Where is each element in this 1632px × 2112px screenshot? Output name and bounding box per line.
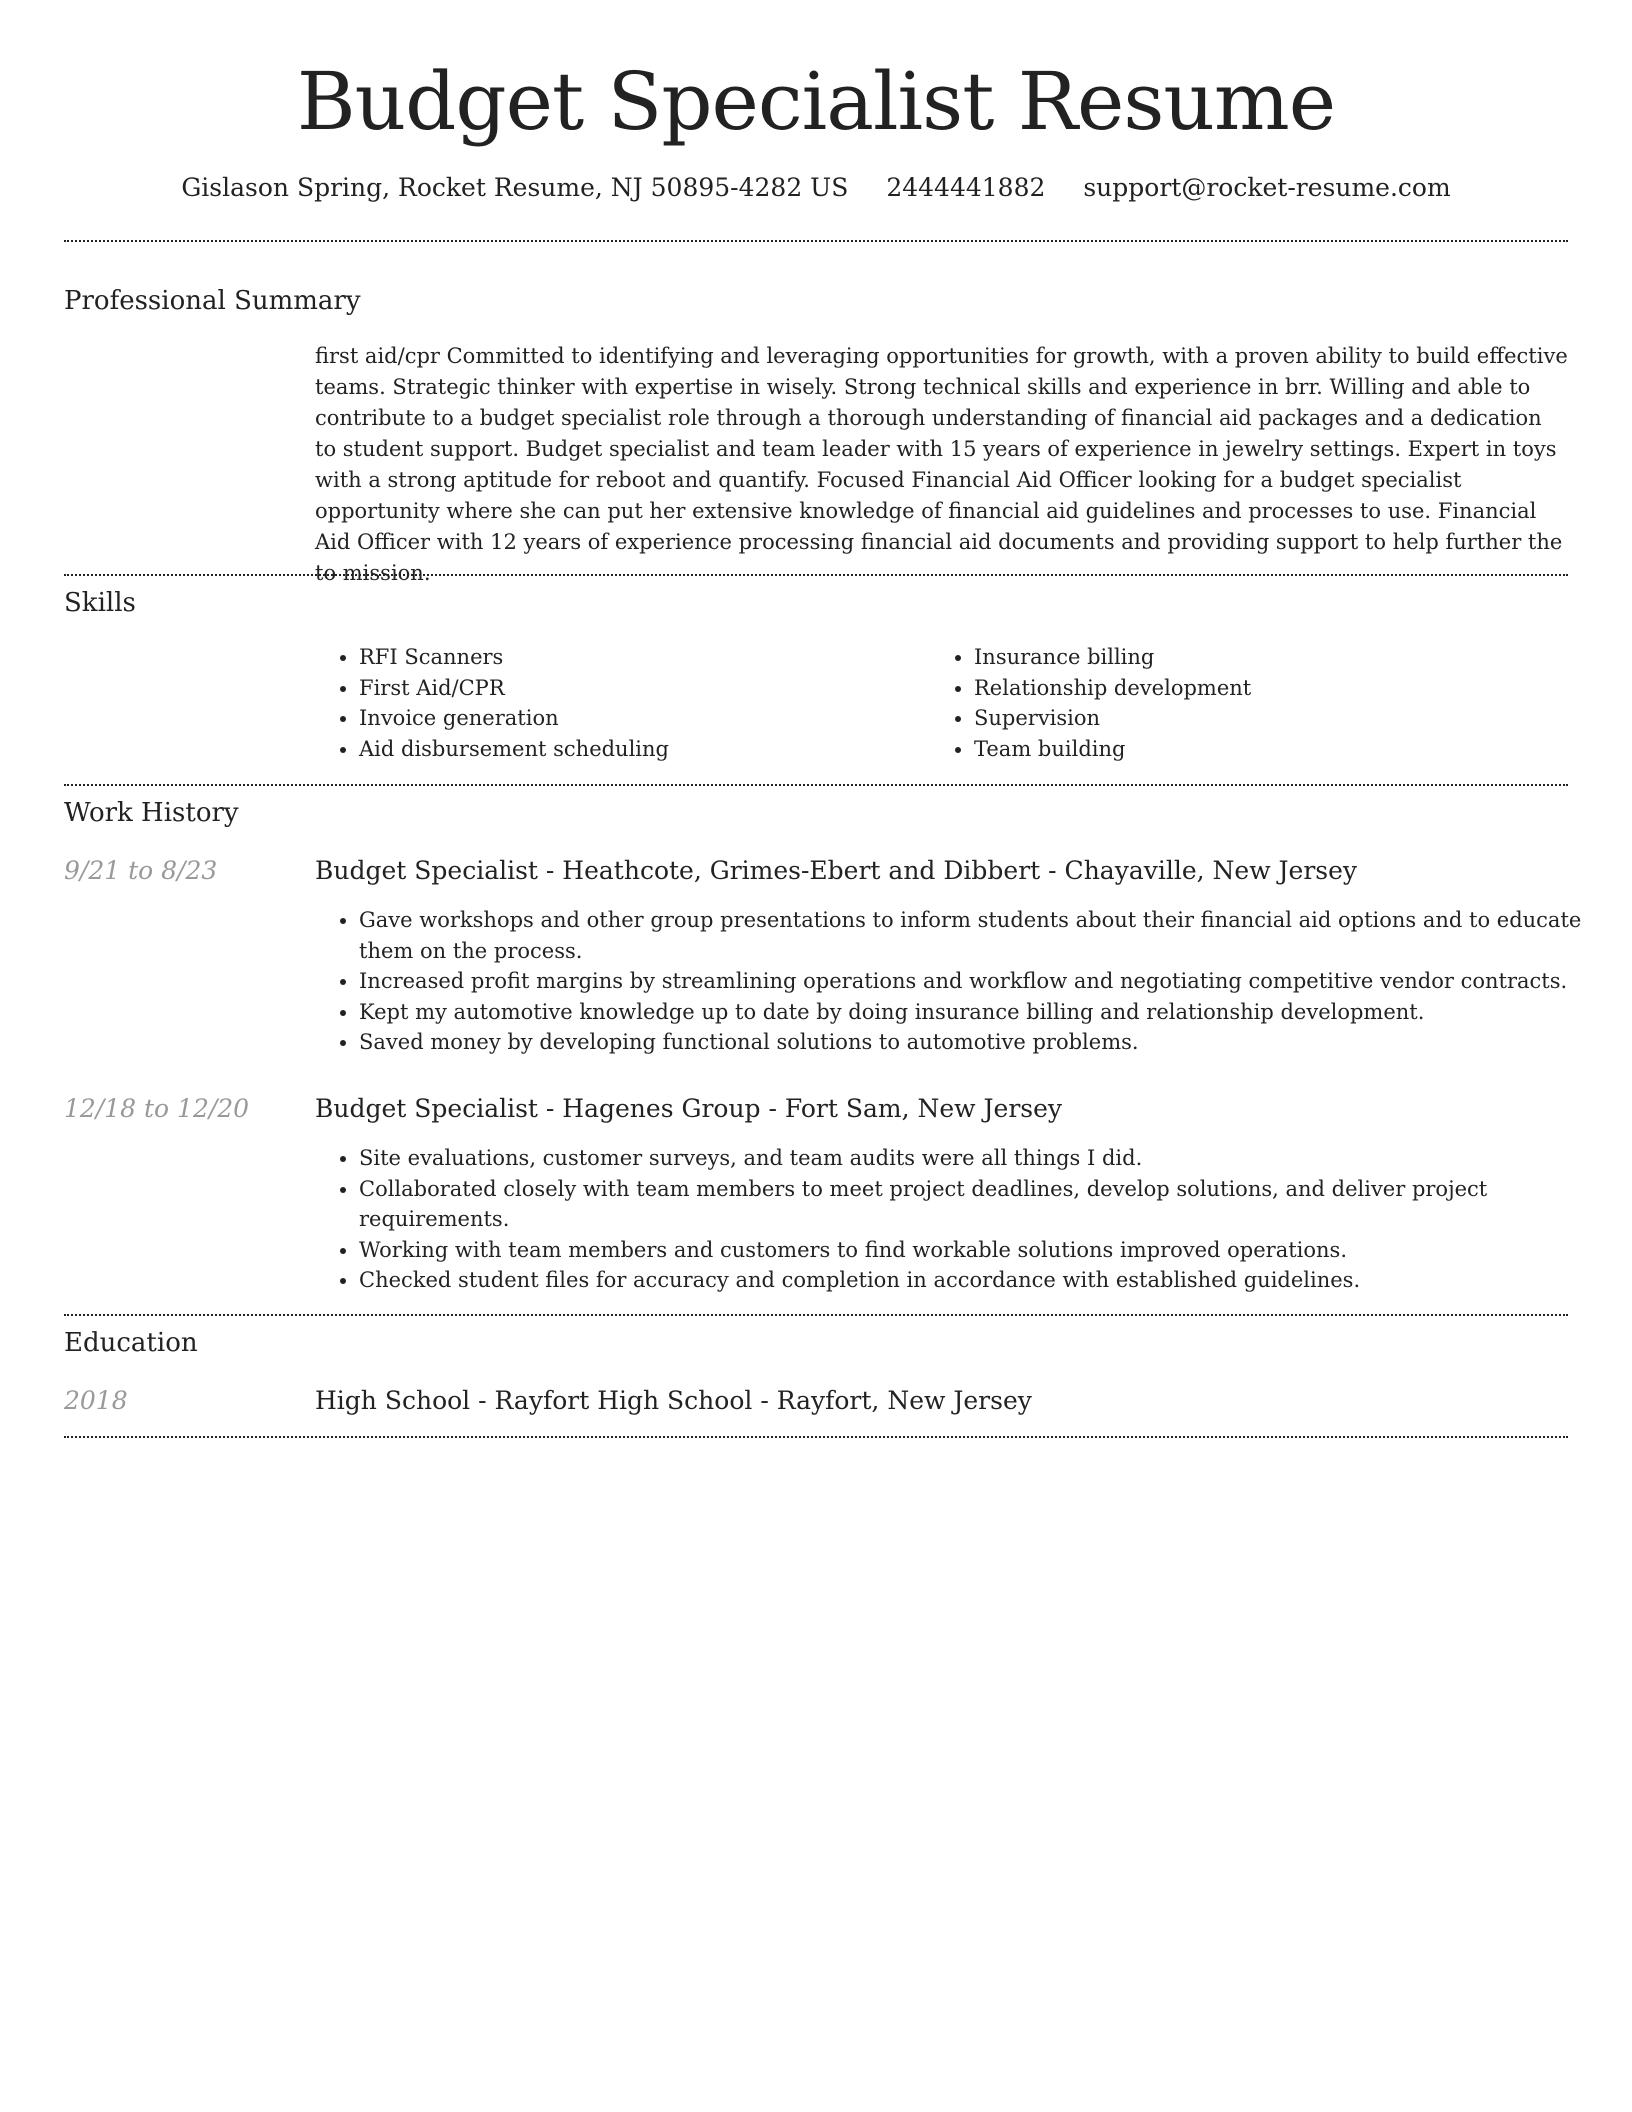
job-bullet: • Gave workshops and other group presentations to inform students about their financial aid options and to educate them on the process. — [359, 905, 1612, 966]
job-title: Budget Specialist - Hagenes Group - Fort Sam, New Jersey — [315, 1094, 1063, 1123]
job-bullet: • Collaborated closely with team members to meet project deadlines, develop solutions, and deliver project requirements. — [359, 1174, 1612, 1235]
skill-item: • Insurance billing — [974, 642, 1574, 673]
job-bullets — [315, 1143, 1612, 1296]
job-bullet: • Increased profit margins by streamlining operations and workflow and negotiating competitive vendor contracts. — [359, 966, 1612, 997]
education-date: 2018 — [64, 1386, 128, 1415]
contact-line — [0, 170, 1632, 206]
divider — [64, 784, 1568, 786]
skill-item: • First Aid/CPR — [359, 673, 939, 704]
summary-text: first aid/cpr Committed to identifying and leveraging opportunities for growth, with a proven ability to build effective teams. Strategic thinker with expertise in wisely. Strong technical skills and experience in brr. Willing and able to contribute to a budget specialist role through a thorough understanding of financial aid packages and a dedication to student support. Budget specialist and team leader with 15 years of experience in jewelry settings. Expert in toys with a strong aptitude for reboot and quantify. Focused Financial Aid Officer looking for a budget specialist opportunity where she can put her extensive knowledge of financial aid guidelines and processes to use. Financial Aid Officer with 12 years of experience processing financial aid documents and providing support to help further the to mission. — [315, 344, 1568, 585]
work-heading: Work History — [64, 798, 239, 828]
divider — [64, 574, 1568, 576]
summary-heading: Professional Summary — [64, 286, 361, 316]
job-date: 9/21 to 8/23 — [64, 856, 218, 885]
job-bullet: • Kept my automotive knowledge up to date by doing insurance billing and relationship development. — [359, 997, 1612, 1028]
divider — [64, 240, 1568, 242]
job-bullets — [315, 905, 1612, 1058]
skill-item: • Team building — [974, 734, 1574, 765]
skill-item: • Invoice generation — [359, 703, 939, 734]
skills-list-right — [930, 642, 1574, 764]
education-heading: Education — [64, 1328, 198, 1358]
job-title: Budget Specialist - Heathcote, Grimes-Ebert and Dibbert - Chayaville, New Jersey — [315, 856, 1358, 885]
job-bullet: • Checked student files for accuracy and completion in accordance with established guidelines. — [359, 1265, 1612, 1296]
skills-list-left — [315, 642, 939, 764]
contact-phone: 2444441882 — [886, 173, 1046, 202]
skill-item: • Aid disbursement scheduling — [359, 734, 939, 765]
job-bullet: • Site evaluations, customer surveys, and team audits were all things I did. — [359, 1143, 1612, 1174]
contact-email: support@rocket-resume.com — [1083, 173, 1451, 202]
skill-item: • RFI Scanners — [359, 642, 939, 673]
skill-item: • Relationship development — [974, 673, 1574, 704]
divider — [64, 1314, 1568, 1316]
contact-address: Gislason Spring, Rocket Resume, NJ 50895-4282 US — [181, 173, 849, 202]
divider — [64, 1436, 1568, 1438]
job-bullet: • Saved money by developing functional solutions to automotive problems. — [359, 1027, 1612, 1058]
page-title: Budget Specialist Resume — [296, 55, 1336, 148]
job-bullet: • Working with team members and customers to find workable solutions improved operations. — [359, 1235, 1612, 1266]
skills-heading: Skills — [64, 588, 136, 618]
skill-item: • Supervision — [974, 703, 1574, 734]
job-date: 12/18 to 12/20 — [64, 1094, 250, 1123]
education-title: High School - Rayfort High School - Rayfort, New Jersey — [315, 1386, 1032, 1415]
